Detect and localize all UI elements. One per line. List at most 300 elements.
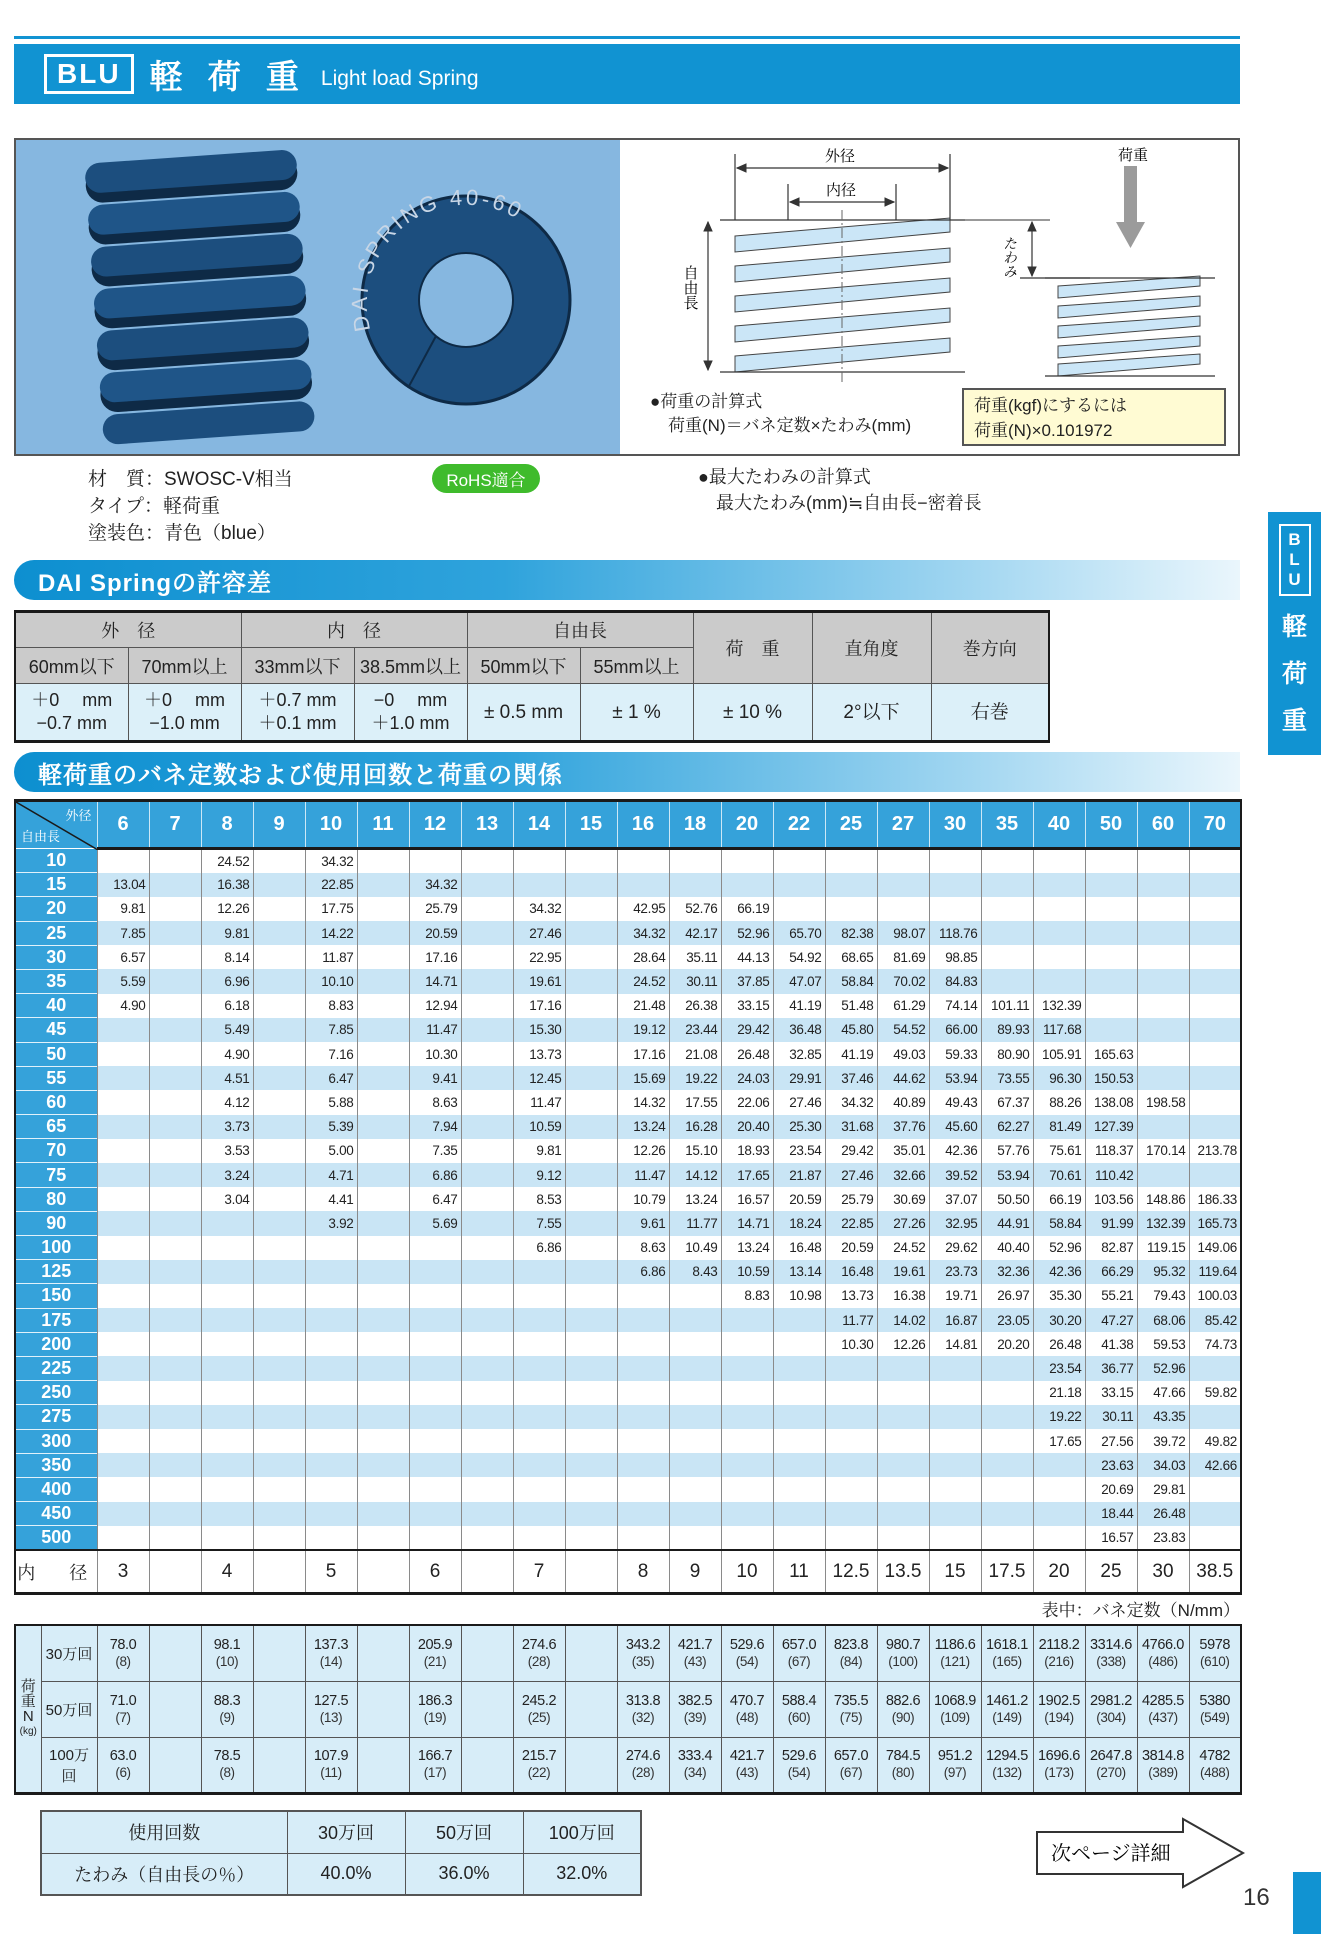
spring-constant-cell: 6.86 — [617, 1260, 669, 1284]
spring-constant-cell: 14.12 — [669, 1163, 721, 1187]
load-cell — [461, 1681, 513, 1737]
row-label-65: 65 — [15, 1115, 97, 1139]
spring-constant-cell — [929, 1453, 981, 1477]
load-cell — [773, 1625, 825, 1681]
spring-constant-cell: 19.22 — [1033, 1405, 1085, 1429]
spring-constant-cell: 16.48 — [773, 1236, 825, 1260]
spring-constant-cell — [981, 945, 1033, 969]
load-value-n: 205.9 — [417, 1636, 453, 1653]
spring-constant-cell — [201, 1260, 253, 1284]
spring-constant-cell — [253, 849, 305, 873]
spring-constant-cell — [721, 1405, 773, 1429]
usage-value: 36.0% — [405, 1853, 523, 1895]
load-value-kgf: (54) — [787, 1765, 811, 1780]
load-cell — [929, 1681, 981, 1737]
table-row-len-200 — [15, 1332, 1241, 1356]
spring-constant-cell — [461, 1502, 513, 1526]
spring-constant-cell — [149, 1042, 201, 1066]
spring-constant-cell — [305, 1502, 357, 1526]
usage-header-row — [41, 1811, 641, 1853]
spring-constant-cell: 26.48 — [1033, 1332, 1085, 1356]
spring-table-header-row — [15, 801, 1241, 849]
spring-constant-cell: 27.46 — [513, 921, 565, 945]
spring-constant-cell — [565, 1066, 617, 1090]
row-label-60: 60 — [15, 1090, 97, 1114]
spring-constant-cell — [513, 1284, 565, 1308]
spring-constant-cell — [357, 873, 409, 897]
column-header-50: 50 — [1085, 801, 1137, 849]
spring-constant-cell: 3.04 — [201, 1187, 253, 1211]
load-value-kgf: (80) — [891, 1765, 915, 1780]
spring-constant-cell: 13.73 — [825, 1284, 877, 1308]
spring-constant-cell: 20.69 — [1085, 1477, 1137, 1501]
row-label-75: 75 — [15, 1163, 97, 1187]
load-cell — [825, 1737, 877, 1793]
spring-constant-cell — [409, 1477, 461, 1501]
row-label-200: 200 — [15, 1332, 97, 1356]
spring-constant-cell: 22.95 — [513, 945, 565, 969]
spring-constant-cell — [305, 1526, 357, 1550]
spring-constant-cell: 8.14 — [201, 945, 253, 969]
inner-dia-cell: 15 — [929, 1550, 981, 1594]
load-value-kgf: (8) — [219, 1765, 235, 1780]
row-label-55: 55 — [15, 1066, 97, 1090]
row-label-35: 35 — [15, 969, 97, 993]
load-value-n: 215.7 — [521, 1748, 557, 1764]
load-value-n: 343.2 — [625, 1636, 661, 1653]
spring-constant-cell: 6.47 — [305, 1066, 357, 1090]
inner-dia-cell: 30 — [1137, 1550, 1189, 1594]
spring-constant-cell: 47.27 — [1085, 1308, 1137, 1332]
load-value-kgf: (389) — [1148, 1765, 1178, 1780]
load-value-n: 107.9 — [313, 1748, 349, 1764]
spring-constant-cell — [513, 1477, 565, 1501]
spring-constant-cell — [149, 1332, 201, 1356]
spring-constant-cell: 11.47 — [513, 1090, 565, 1114]
spring-constant-cell — [929, 897, 981, 921]
load-value-n: 657.0 — [833, 1748, 869, 1764]
spring-constant-cell — [565, 1356, 617, 1380]
spring-constant-cell: 25.30 — [773, 1115, 825, 1139]
spring-constant-cell — [1189, 1018, 1241, 1042]
page-header — [14, 44, 1240, 104]
spring-constant-cell — [305, 1381, 357, 1405]
spring-constant-cell: 17.65 — [1033, 1429, 1085, 1453]
load-cell — [409, 1737, 461, 1793]
spring-constant-cell: 5.69 — [409, 1211, 461, 1235]
spring-constant-cell: 24.52 — [201, 849, 253, 873]
load-side-char: 重 — [20, 1692, 36, 1710]
spring-constant-cell — [981, 1405, 1033, 1429]
spring-constant-cell — [305, 1477, 357, 1501]
load-value-kgf: (6) — [115, 1765, 131, 1780]
spec-material: 材 質：SWOSC-V相当 — [88, 469, 293, 490]
spring-constant-cell: 3.73 — [201, 1115, 253, 1139]
load-cell — [97, 1625, 149, 1681]
spring-constant-cell — [461, 1453, 513, 1477]
load-cell — [565, 1625, 617, 1681]
spring-constant-cell — [97, 1163, 149, 1187]
spring-constant-cell — [253, 1502, 305, 1526]
page-title-en: Light load Spring — [320, 67, 479, 90]
load-table — [14, 1624, 1242, 1795]
load-value-n: 421.7 — [729, 1748, 765, 1764]
tolerance-value-line: ± 10 % — [722, 701, 782, 723]
load-value-n: 127.5 — [313, 1692, 349, 1709]
spring-constant-cell — [617, 1405, 669, 1429]
spring-constant-cell — [97, 1236, 149, 1260]
row-label-50: 50 — [15, 1042, 97, 1066]
load-value-kgf: (194) — [1044, 1709, 1074, 1725]
spring-constant-cell — [357, 1090, 409, 1114]
spring-constant-cell: 43.35 — [1137, 1405, 1189, 1429]
spring-constant-cell — [149, 1526, 201, 1550]
max-deflection-block — [698, 464, 982, 516]
table-row-len-30 — [15, 945, 1241, 969]
spring-constant-cell: 80.90 — [981, 1042, 1033, 1066]
spring-constant-cell — [357, 969, 409, 993]
load-cell — [461, 1737, 513, 1793]
header-accent-line — [14, 36, 1240, 39]
usage-header: 50万回 — [405, 1811, 523, 1853]
load-cell — [1137, 1625, 1189, 1681]
load-value-kgf: (149) — [992, 1709, 1022, 1725]
spring-constant-cell — [773, 849, 825, 873]
spring-constant-cell — [669, 1356, 721, 1380]
spring-constant-cell — [1189, 1090, 1241, 1114]
spring-constant-cell — [1189, 1526, 1241, 1550]
next-page-label: 次ページ詳細 — [1051, 1843, 1171, 1865]
tolerance-table — [14, 610, 1050, 743]
load-value-n: 1618.1 — [986, 1636, 1028, 1653]
spring-constant-cell — [773, 1453, 825, 1477]
tolerance-single-header: 巻方向 — [931, 612, 1049, 684]
max-deflection-title: ●最大たわみの計算式 — [698, 467, 871, 487]
spring-constant-cell — [461, 1042, 513, 1066]
spring-constant-cell — [357, 1211, 409, 1235]
table-row-len-175 — [15, 1308, 1241, 1332]
spring-constant-cell — [97, 1139, 149, 1163]
tolerance-value-line: 2°以下 — [843, 701, 900, 723]
load-formula-title: ●荷重の計算式 — [650, 392, 763, 411]
spring-constant-cell — [721, 1477, 773, 1501]
spring-constant-cell — [461, 1284, 513, 1308]
spring-constant-cell — [877, 897, 929, 921]
load-value-n: 137.3 — [313, 1636, 349, 1653]
spring-constant-cell — [981, 969, 1033, 993]
spring-constant-cell — [201, 1405, 253, 1429]
table-row-len-40 — [15, 994, 1241, 1018]
spring-constant-cell: 7.35 — [409, 1139, 461, 1163]
spring-constant-cell: 19.61 — [513, 969, 565, 993]
spring-constant-cell — [357, 1236, 409, 1260]
load-row — [15, 1737, 1241, 1793]
product-panel — [14, 138, 1240, 456]
spring-constant-cell: 9.81 — [513, 1139, 565, 1163]
load-value-kgf: (304) — [1096, 1709, 1126, 1725]
spring-constant-cell: 16.38 — [201, 873, 253, 897]
spring-constant-cell — [981, 1502, 1033, 1526]
side-tab-badge — [1279, 524, 1311, 596]
spring-constant-cell — [149, 1236, 201, 1260]
inner-dia-cell: 3 — [97, 1550, 149, 1594]
spring-constant-cell: 54.92 — [773, 945, 825, 969]
spring-constant-cell: 17.16 — [617, 1042, 669, 1066]
load-value-kgf: (17) — [423, 1765, 447, 1780]
spring-constant-cell — [721, 1356, 773, 1380]
spring-constant-cell: 4.90 — [201, 1042, 253, 1066]
spring-constant-cell: 44.13 — [721, 945, 773, 969]
spring-constant-cell — [149, 1405, 201, 1429]
load-value-n: 529.6 — [729, 1636, 765, 1653]
spring-constant-cell — [1033, 849, 1085, 873]
spring-constant-cell — [149, 1115, 201, 1139]
spring-constant-cell — [149, 921, 201, 945]
spring-constant-cell — [461, 1139, 513, 1163]
spring-constant-cell: 62.27 — [981, 1115, 1033, 1139]
table-row-len-20 — [15, 897, 1241, 921]
load-cell — [253, 1625, 305, 1681]
load-value-n: 2647.8 — [1090, 1748, 1132, 1764]
spring-constant-cell: 73.55 — [981, 1066, 1033, 1090]
load-cell — [617, 1625, 669, 1681]
tolerance-sub-header: 55mm以上 — [580, 648, 693, 684]
spring-constant-cell — [565, 1018, 617, 1042]
spring-constant-cell: 14.71 — [409, 969, 461, 993]
table-row-len-15 — [15, 873, 1241, 897]
row-label-20: 20 — [15, 897, 97, 921]
tolerance-value — [241, 684, 354, 742]
spring-constant-cell — [253, 1332, 305, 1356]
spring-constant-cell — [877, 1526, 929, 1550]
inner-dia-cell: 9 — [669, 1550, 721, 1594]
spring-constant-cell — [97, 1477, 149, 1501]
column-header-20: 20 — [721, 801, 773, 849]
spring-constant-cell: 44.91 — [981, 1211, 1033, 1235]
inner-dia-cell: 12.5 — [825, 1550, 877, 1594]
spring-constant-cell: 4.12 — [201, 1090, 253, 1114]
inner-dia-cell — [357, 1550, 409, 1594]
spring-constant-cell — [1033, 1526, 1085, 1550]
spring-constant-cell — [409, 1236, 461, 1260]
spring-constant-cell: 17.16 — [513, 994, 565, 1018]
spring-constant-cell: 148.86 — [1137, 1187, 1189, 1211]
load-cell — [981, 1625, 1033, 1681]
spring-constant-cell — [149, 1187, 201, 1211]
spring-constant-cell: 11.47 — [409, 1018, 461, 1042]
table-row-len-300 — [15, 1429, 1241, 1453]
spring-constant-cell — [253, 1236, 305, 1260]
load-value-n: 657.0 — [781, 1636, 817, 1653]
load-value-kgf: (39) — [683, 1709, 707, 1725]
load-cell — [1085, 1625, 1137, 1681]
spring-constant-cell — [149, 1356, 201, 1380]
load-value-n: 1696.6 — [1038, 1748, 1080, 1764]
cycle-label-2: 100万回 — [41, 1737, 97, 1793]
inner-dia-cell: 5 — [305, 1550, 357, 1594]
spring-constant-cell: 18.93 — [721, 1139, 773, 1163]
spring-constant-cell — [253, 1453, 305, 1477]
spring-constant-cell — [773, 1356, 825, 1380]
spring-constant-cell: 42.17 — [669, 921, 721, 945]
load-value-n: 823.8 — [833, 1636, 869, 1653]
spring-constant-cell — [565, 1236, 617, 1260]
spring-constant-cell — [253, 921, 305, 945]
spring-constant-cell — [1189, 1066, 1241, 1090]
spring-constant-cell — [357, 945, 409, 969]
spring-constant-cell: 26.48 — [721, 1042, 773, 1066]
load-row — [15, 1681, 1241, 1737]
load-value-kgf: (22) — [527, 1765, 551, 1780]
spring-constant-cell — [461, 1211, 513, 1235]
table-row-len-65 — [15, 1115, 1241, 1139]
spring-constant-cell: 16.57 — [1085, 1526, 1137, 1550]
spring-constant-cell — [461, 1332, 513, 1356]
spring-constant-cell — [721, 1308, 773, 1332]
load-cell — [669, 1625, 721, 1681]
spring-constant-cell — [565, 945, 617, 969]
spring-constant-cell — [773, 1429, 825, 1453]
spring-constant-cell — [981, 1429, 1033, 1453]
spring-constant-cell — [877, 1502, 929, 1526]
tolerance-value — [467, 684, 580, 742]
table-unit-note: 表中：バネ定数（N/mm） — [1041, 1601, 1240, 1620]
spring-constant-cell — [773, 897, 825, 921]
spring-constant-cell — [877, 1405, 929, 1429]
spring-constant-cell — [357, 921, 409, 945]
spring-constant-cell: 12.26 — [617, 1139, 669, 1163]
spring-constant-cell — [149, 849, 201, 873]
spring-constant-cell: 6.86 — [409, 1163, 461, 1187]
spring-constant-cell: 24.52 — [877, 1236, 929, 1260]
spring-constant-cell: 101.11 — [981, 994, 1033, 1018]
inner-dia-row-label: 内 径 — [15, 1550, 97, 1594]
row-label-10: 10 — [15, 849, 97, 873]
spring-constant-cell: 84.83 — [929, 969, 981, 993]
column-header-70: 70 — [1189, 801, 1241, 849]
side-tab-letter: U — [1288, 570, 1301, 589]
tolerance-value-line: ＋0.7 mm — [258, 690, 337, 710]
next-page-arrow — [1035, 1816, 1247, 1890]
load-formula: 荷重(N)＝バネ定数×たわみ(mm) — [668, 416, 912, 435]
load-value-n: 78.0 — [109, 1636, 137, 1653]
spring-constant-cell: 70.61 — [1033, 1163, 1085, 1187]
load-value-n: 4782 — [1199, 1748, 1231, 1764]
tolerance-value-row — [15, 684, 1049, 742]
spring-constant-cell: 45.80 — [825, 1018, 877, 1042]
spring-constant-cell — [253, 969, 305, 993]
load-row — [15, 1625, 1241, 1681]
spring-constant-cell: 10.10 — [305, 969, 357, 993]
spring-constant-cell: 21.48 — [617, 994, 669, 1018]
spring-constant-cell — [201, 1453, 253, 1477]
spring-constant-cell: 117.68 — [1033, 1018, 1085, 1042]
spring-constant-cell — [1033, 1477, 1085, 1501]
spring-constant-cell: 165.73 — [1189, 1211, 1241, 1235]
spring-photo — [16, 140, 620, 454]
load-value-n: 1068.9 — [934, 1692, 976, 1709]
spring-constant-cell — [253, 1356, 305, 1380]
inner-dia-cell: 7 — [513, 1550, 565, 1594]
load-value-kgf: (13) — [319, 1709, 343, 1725]
spring-constant-cell — [1137, 969, 1189, 993]
table-row-len-25 — [15, 921, 1241, 945]
spring-constant-cell: 10.98 — [773, 1284, 825, 1308]
spring-constant-cell — [877, 1381, 929, 1405]
spring-constant-cell: 47.07 — [773, 969, 825, 993]
row-label-25: 25 — [15, 921, 97, 945]
spring-constant-cell — [201, 1477, 253, 1501]
spring-constant-cell: 6.57 — [97, 945, 149, 969]
table-row-len-400 — [15, 1477, 1241, 1501]
spring-constant-cell: 25.79 — [409, 897, 461, 921]
spring-constant-cell: 198.58 — [1137, 1090, 1189, 1114]
spring-constant-cell — [409, 1405, 461, 1429]
spring-constant-cell — [877, 1356, 929, 1380]
spring-constant-cell — [773, 873, 825, 897]
table-row-len-225 — [15, 1356, 1241, 1380]
spring-constant-cell: 14.22 — [305, 921, 357, 945]
tolerance-sub-header: 60mm以下 — [15, 648, 128, 684]
spring-constant-cell — [929, 873, 981, 897]
spring-constant-cell — [461, 1090, 513, 1114]
load-cell — [409, 1625, 461, 1681]
inner-dia-cell: 17.5 — [981, 1550, 1033, 1594]
spring-constant-cell: 59.33 — [929, 1042, 981, 1066]
spring-constant-cell: 49.82 — [1189, 1429, 1241, 1453]
table-row-len-45 — [15, 1018, 1241, 1042]
spring-constant-cell: 50.50 — [981, 1187, 1033, 1211]
spring-constant-table-wrap — [14, 799, 1242, 1595]
load-cell — [877, 1625, 929, 1681]
spring-constant-cell: 8.83 — [721, 1284, 773, 1308]
spring-constant-cell: 20.40 — [721, 1115, 773, 1139]
spring-constant-cell — [981, 921, 1033, 945]
spring-constant-cell — [825, 1502, 877, 1526]
spring-constant-cell — [565, 1332, 617, 1356]
load-cell — [357, 1681, 409, 1737]
spring-constant-cell — [357, 1115, 409, 1139]
spring-constant-cell — [1085, 994, 1137, 1018]
spring-constant-cell — [721, 1526, 773, 1550]
spring-constant-cell — [305, 1236, 357, 1260]
spring-constant-cell: 8.63 — [409, 1090, 461, 1114]
load-cell — [877, 1737, 929, 1793]
spring-constant-cell — [357, 1332, 409, 1356]
spring-constant-cell — [305, 1308, 357, 1332]
load-value-n: 186.3 — [417, 1692, 453, 1709]
spring-constant-cell — [201, 1526, 253, 1550]
spring-constant-cell — [825, 1477, 877, 1501]
spring-constant-cell: 59.53 — [1137, 1332, 1189, 1356]
load-cell — [1189, 1737, 1241, 1793]
spring-constant-cell — [461, 897, 513, 921]
dimension-diagram — [620, 140, 1238, 454]
spring-constant-cell: 39.72 — [1137, 1429, 1189, 1453]
spring-constant-cell — [409, 1381, 461, 1405]
spring-constant-cell — [773, 1405, 825, 1429]
spring-constant-cell: 13.24 — [721, 1236, 773, 1260]
row-label-125: 125 — [15, 1260, 97, 1284]
spring-constant-cell: 5.39 — [305, 1115, 357, 1139]
dimension-diagram-image — [620, 140, 1238, 388]
spring-constant-cell — [461, 969, 513, 993]
spring-constant-cell: 52.76 — [669, 897, 721, 921]
spring-constant-cell: 23.63 — [1085, 1453, 1137, 1477]
spring-constant-cell — [1189, 969, 1241, 993]
spring-constant-cell — [1085, 1018, 1137, 1042]
load-value-n: 980.7 — [885, 1636, 921, 1653]
